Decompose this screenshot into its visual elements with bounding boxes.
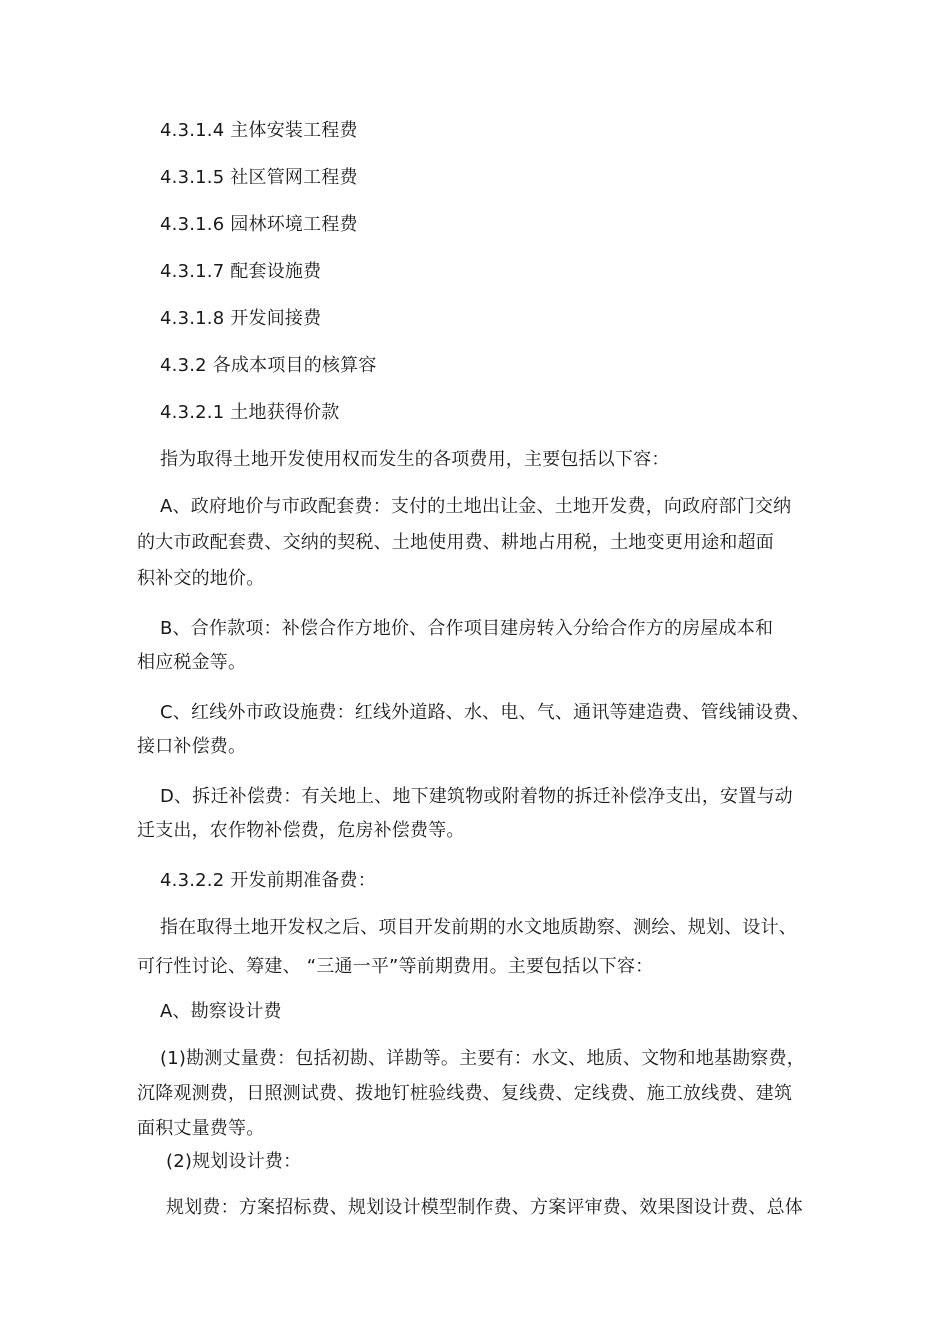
paragraph-line: 可行性讨论、筹建、 “三通一平”等前期费用。主要包括以下容： [137,956,654,977]
heading-4-3-1-7: 4.3.1.7 配套设施费 [160,261,322,282]
paragraph-line: 指为取得土地开发使用权而发生的各项费用，主要包括以下容： [160,449,670,470]
paragraph-line: (1)勘测丈量费：包括初勘、详勘等。主要有：水文、地质、文物和地基勘察费， [160,1048,805,1069]
heading-4-3-1-4: 4.3.1.4 主体安装工程费 [160,120,358,141]
paragraph-line: D、拆迁补偿费：有关地上、地下建筑物或附着物的拆迁补偿净支出，安置与动 [160,786,793,807]
paragraph-line: 沉降观测费，日照测试费、拨地钉桩验线费、复线费、定线费、施工放线费、建筑 [137,1083,793,1104]
heading-4-3-1-8: 4.3.1.8 开发间接费 [160,308,322,329]
heading-4-3-2-2: 4.3.2.2 开发前期准备费： [160,870,376,891]
paragraph-line: 相应税金等。 [137,652,247,673]
paragraph-line: 面积丈量费等。 [137,1118,265,1139]
paragraph-line: 规划费：方案招标费、规划设计模型制作费、方案评审费、效果图设计费、总体 [166,1197,803,1218]
paragraph-line: B、合作款项：补偿合作方地价、合作项目建房转入分给合作方的房屋成本和 [160,618,774,639]
paragraph-line: 接口补偿费。 [137,736,247,757]
heading-4-3-2: 4.3.2 各成本项目的核算容 [160,355,377,376]
paragraph-line: 积补交的地价。 [137,568,265,589]
paragraph-line: 的大市政配套费、交纳的契税、土地使用费、耕地占用税，土地变更用途和超面 [137,532,774,553]
paragraph-line: 迁支出，农作物补偿费，危房补偿费等。 [137,820,465,841]
paragraph-line: C、红线外市政设施费：红线外道路、水、电、气、通讯等建造费、管线铺设费、 [160,702,810,723]
paragraph-line: 指在取得土地开发权之后、项目开发前期的水文地质勘察、测绘、规划、设计、 [160,917,797,938]
heading-4-3-1-6: 4.3.1.6 园林环境工程费 [160,214,358,235]
paragraph-line: A、政府地价与市政配套费：支付的土地出让金、土地开发费，向政府部门交纳 [160,496,792,517]
paragraph-line: (2)规划设计费： [166,1151,302,1172]
paragraph-line: A、勘察设计费 [160,1001,282,1022]
heading-4-3-1-5: 4.3.1.5 社区管网工程费 [160,167,358,188]
heading-4-3-2-1: 4.3.2.1 土地获得价款 [160,402,340,423]
